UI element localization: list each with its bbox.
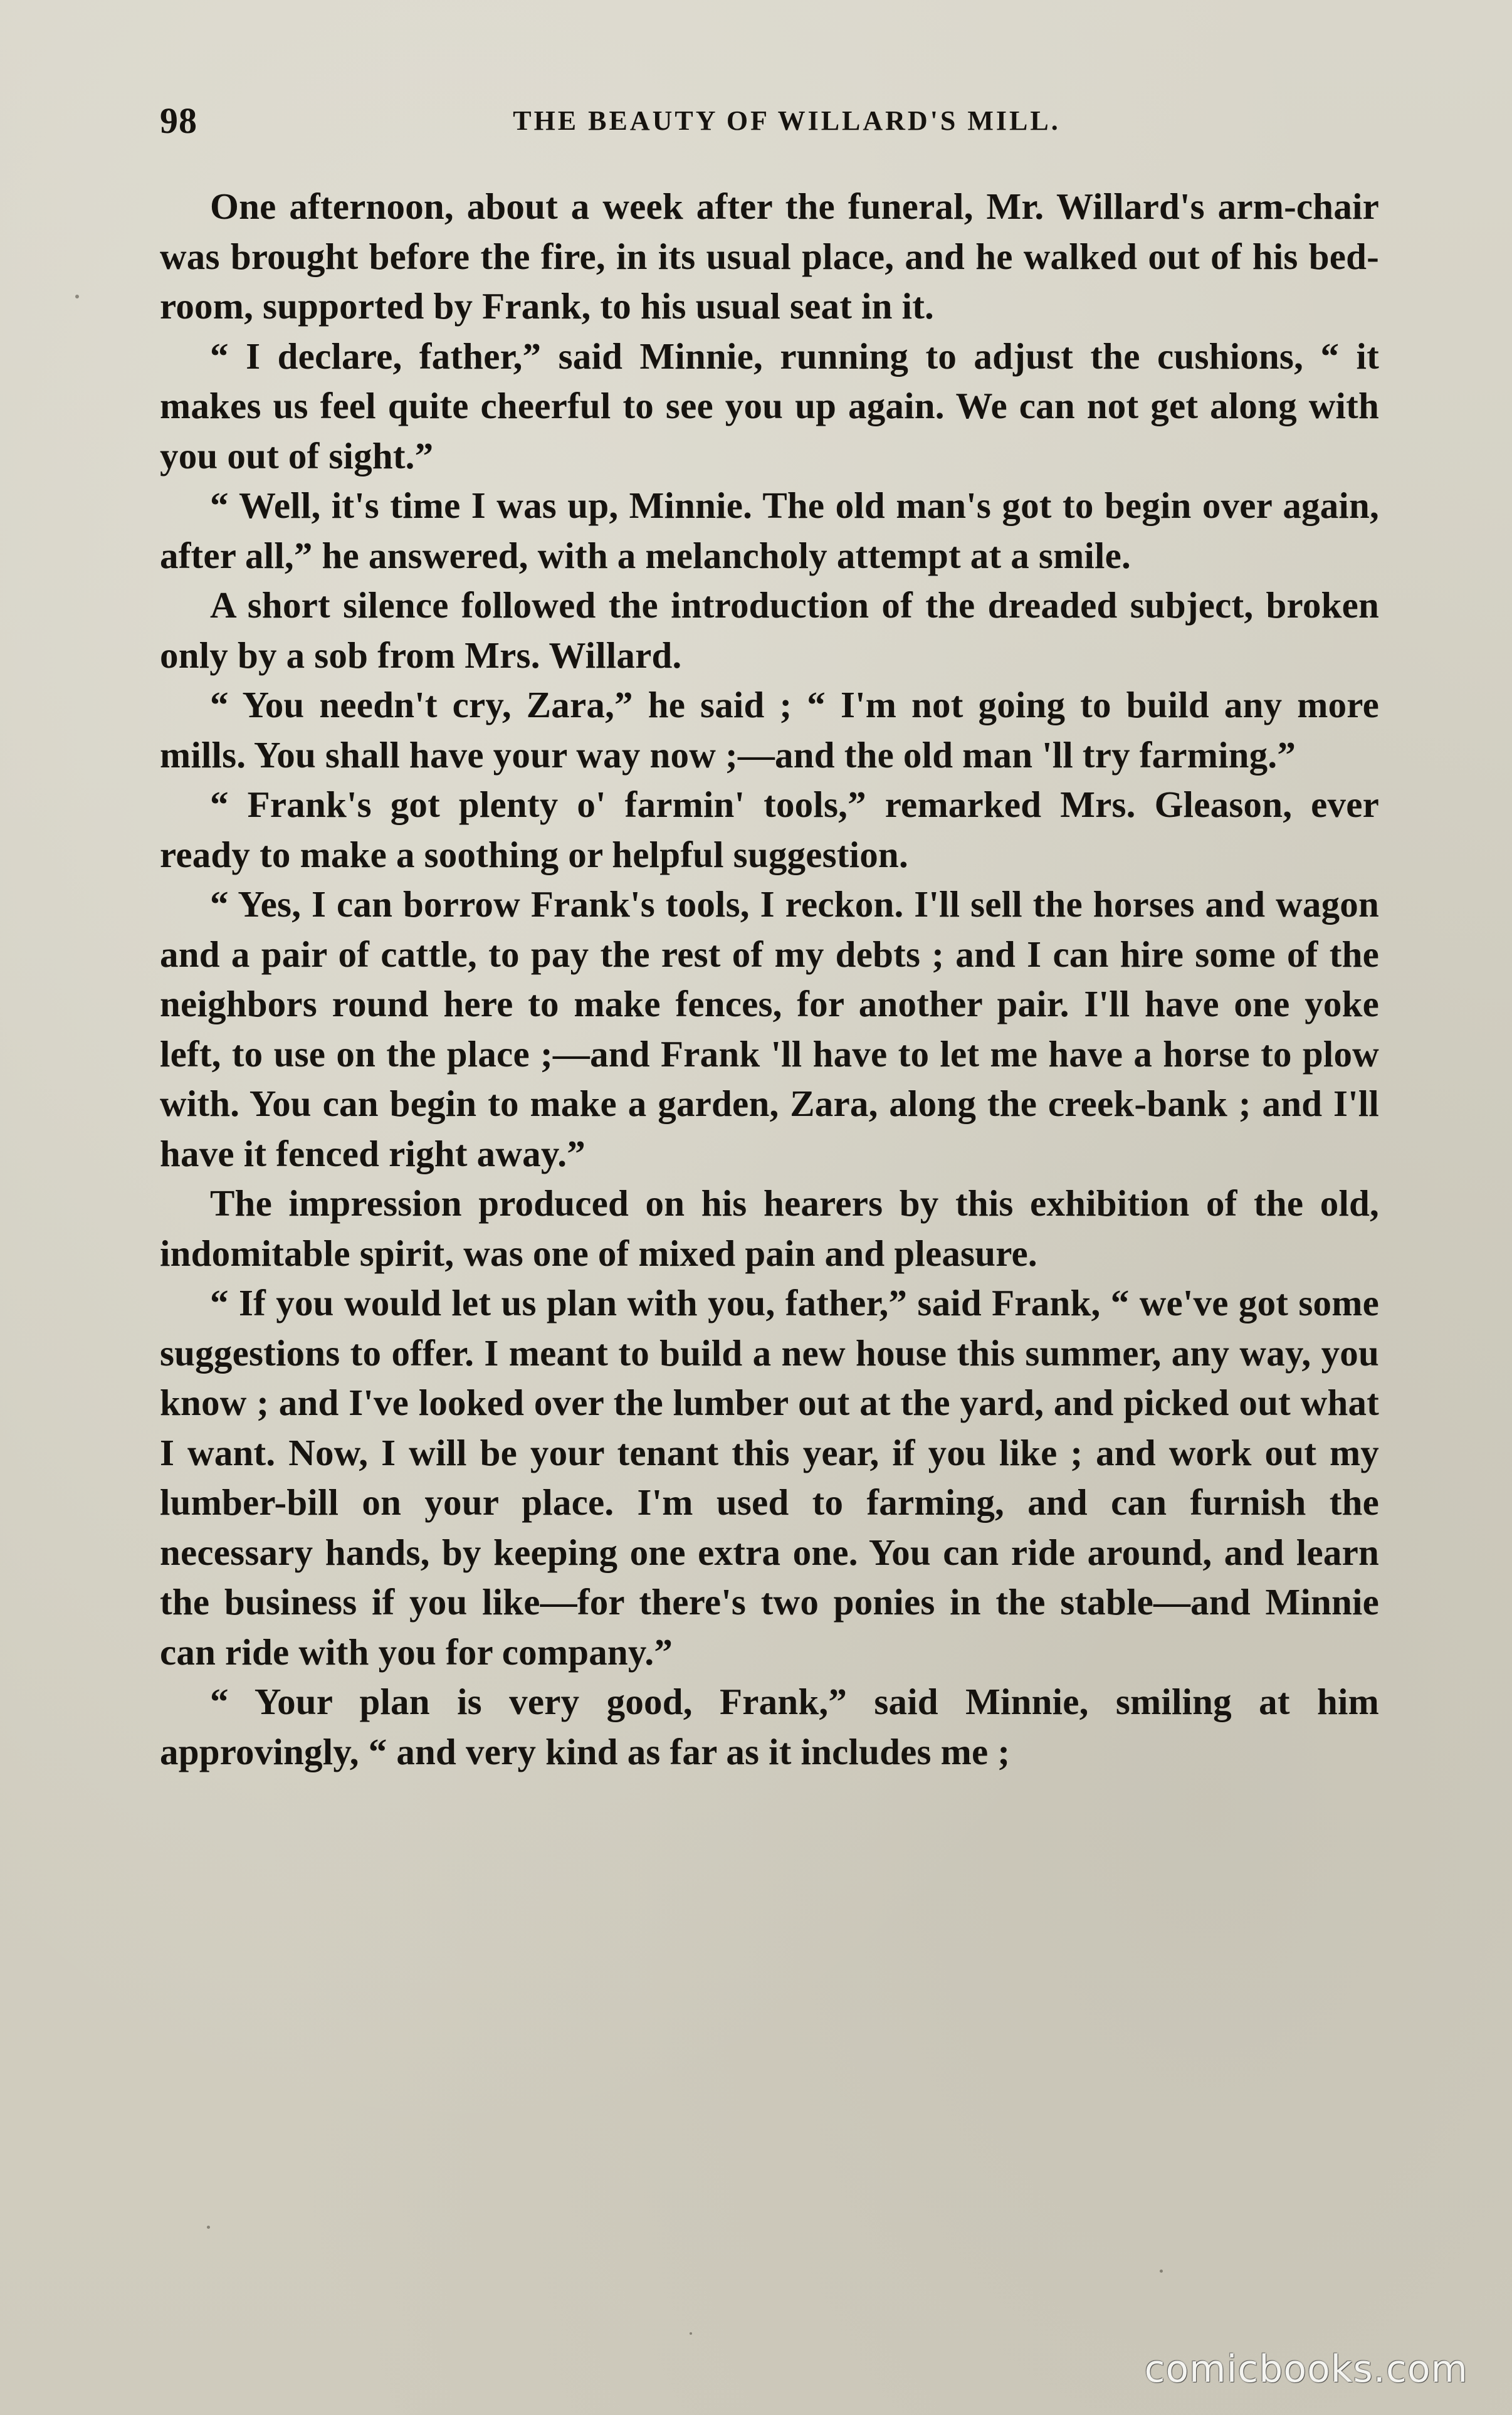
paper-speck	[1160, 2270, 1163, 2273]
paragraph: One afternoon, about a week after the funeral, Mr. Willard's arm-chair was brought before the fire, in its usual place, and he walked out of his bed-room, supported by Frank, to his usual seat in it.	[160, 186, 1379, 327]
running-head: THE BEAUTY OF WILLARD'S MILL.	[513, 105, 1061, 136]
paragraph: The impression produced on his hearers by this exhibition of the old, indomitable spirit, was one of mixed pain and pleasure.	[160, 1182, 1379, 1274]
paragraph: “ Frank's got plenty o' farmin' tools,” remarked Mrs. Gleason, ever ready to make a soothing or helpful suggestion.	[160, 784, 1379, 875]
paper-speck	[75, 295, 79, 298]
paragraph: “ Your plan is very good, Frank,” said Minnie, smiling at him approvingly, “ and very kind as far as it includes me ;	[160, 1681, 1379, 1772]
paragraph: “ If you would let us plan with you, father,” said Frank, “ we've got some suggestions to offer. I meant to build a new house this summer, any way, you know ; and I've looked over the lumber out at the yard, and picked out what I want. Now, I will be your tenant this year, if you like ; and work out my lumber-bill on your place. I'm used to farming, and can furnish the necessary hands, by keeping one extra one. You can ride around, and learn the business if you like—for there's two ponies in the stable—and Minnie can ride with you for company.”	[160, 1282, 1379, 1673]
paper-speck	[690, 2332, 692, 2335]
paragraph: A short silence followed the introduction of the dreaded subject, broken only by a sob from Mrs. Willard.	[160, 584, 1379, 676]
paper-speck	[207, 2226, 210, 2229]
paragraph: “ You needn't cry, Zara,” he said ; “ I'm not going to build any more mills. You shall have your way now ;—and the old man 'll try farming.”	[160, 684, 1379, 776]
body-text	[160, 182, 1379, 1777]
watermark: comicbooks.com	[1144, 2347, 1468, 2391]
page-header	[160, 93, 1379, 149]
paragraph: “ Yes, I can borrow Frank's tools, I reckon. I'll sell the horses and wagon and a pair of cattle, to pay the rest of my debts ; and I can hire some of the neighbors round here to make fences, for another pair. I'll have one yoke left, to use on the place ;—and Frank 'll have to let me have a horse to plow with. You can begin to make a garden, Zara, along the creek-bank ; and I'll have it fenced right away.”	[160, 883, 1379, 1174]
page-number: 98	[160, 100, 197, 141]
paragraph: “ Well, it's time I was up, Minnie. The old man's got to begin over again, after all,” he answered, with a melancholy attempt at a smile.	[160, 485, 1379, 576]
paragraph: “ I declare, father,” said Minnie, running to adjust the cushions, “ it makes us feel quite cheerful to see you up again. We can not get along with you out of sight.”	[160, 335, 1379, 476]
